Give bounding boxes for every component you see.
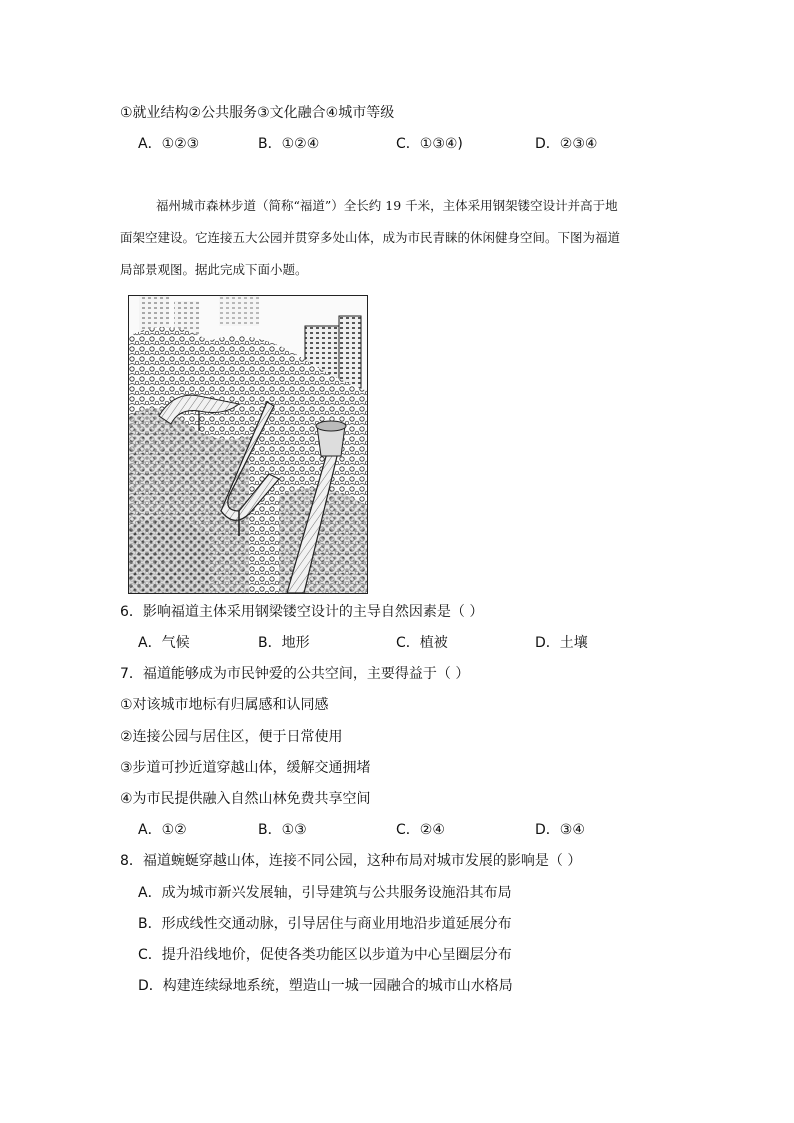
q6-option-c[interactable]: C．植被 [396,635,448,651]
q7-option-a[interactable]: A．①② [138,822,187,838]
q5-statements: ①就业结构②公共服务③文化融合④城市等级 [120,105,395,121]
passage-line-2: 面架空建设。它连接五大公园并贯穿多处山体，成为市民青睐的休闲健身空间。下图为福道 [120,230,621,245]
q7-stem: 7．福道能够成为市民钟爱的公共空间，主要得益于（ ） [120,666,470,682]
q6-option-d[interactable]: D．土壤 [535,635,588,651]
q8-stem: 8．福道蜿蜒穿越山体，连接不同公园，这种布局对城市发展的影响是（ ） [120,853,582,869]
q5-option-d[interactable]: D．②③④ [535,136,598,152]
q8-option-c[interactable]: C．提升沿线地价，促使各类功能区以步道为中心呈圈层分布 [138,947,512,963]
q5-options [138,135,638,153]
walkway-figure [128,295,368,594]
q8-option-a[interactable]: A．成为城市新兴发展轴，引导建筑与公共服务设施沿其布局 [138,885,512,901]
q7-options [138,821,638,839]
q5-option-a[interactable]: A．①②③ [138,136,200,152]
q8-option-b[interactable]: B．形成线性交通动脉，引导居住与商业用地沿步道延展分布 [138,916,512,932]
q7-statement-1: ①对该城市地标有归属感和认同感 [120,697,329,713]
q7-option-b[interactable]: B．①③ [258,822,307,838]
q6-option-b[interactable]: B．地形 [258,635,310,651]
q6-stem: 6．影响福道主体采用钢梁镂空设计的主导自然因素是（ ） [120,604,484,620]
q7-option-c[interactable]: C．②④ [396,822,445,838]
q6-option-a[interactable]: A．气候 [138,635,190,651]
q5-option-c[interactable]: C．①③④) [396,136,463,152]
q7-statement-2: ②连接公园与居住区，便于日常使用 [120,729,343,745]
q5-option-b[interactable]: B．①②④ [258,136,320,152]
q7-statement-4: ④为市民提供融入自然山林免费共享空间 [120,791,371,807]
q8-option-d[interactable]: D．构建连续绿地系统，塑造山一城一园融合的城市山水格局 [138,978,513,994]
q7-option-d[interactable]: D．③④ [535,822,585,838]
passage-line-1: 福州城市森林步道（简称“福道”）全长约 19 千米，主体采用钢架镂空设计并高于地 [156,198,618,213]
q7-statement-3: ③步道可抄近道穿越山体，缓解交通拥堵 [120,760,371,776]
passage-line-3: 局部景观图。据此完成下面小题。 [120,262,308,277]
forest-walkway-illustration-icon [129,296,367,593]
q6-options [138,634,638,652]
